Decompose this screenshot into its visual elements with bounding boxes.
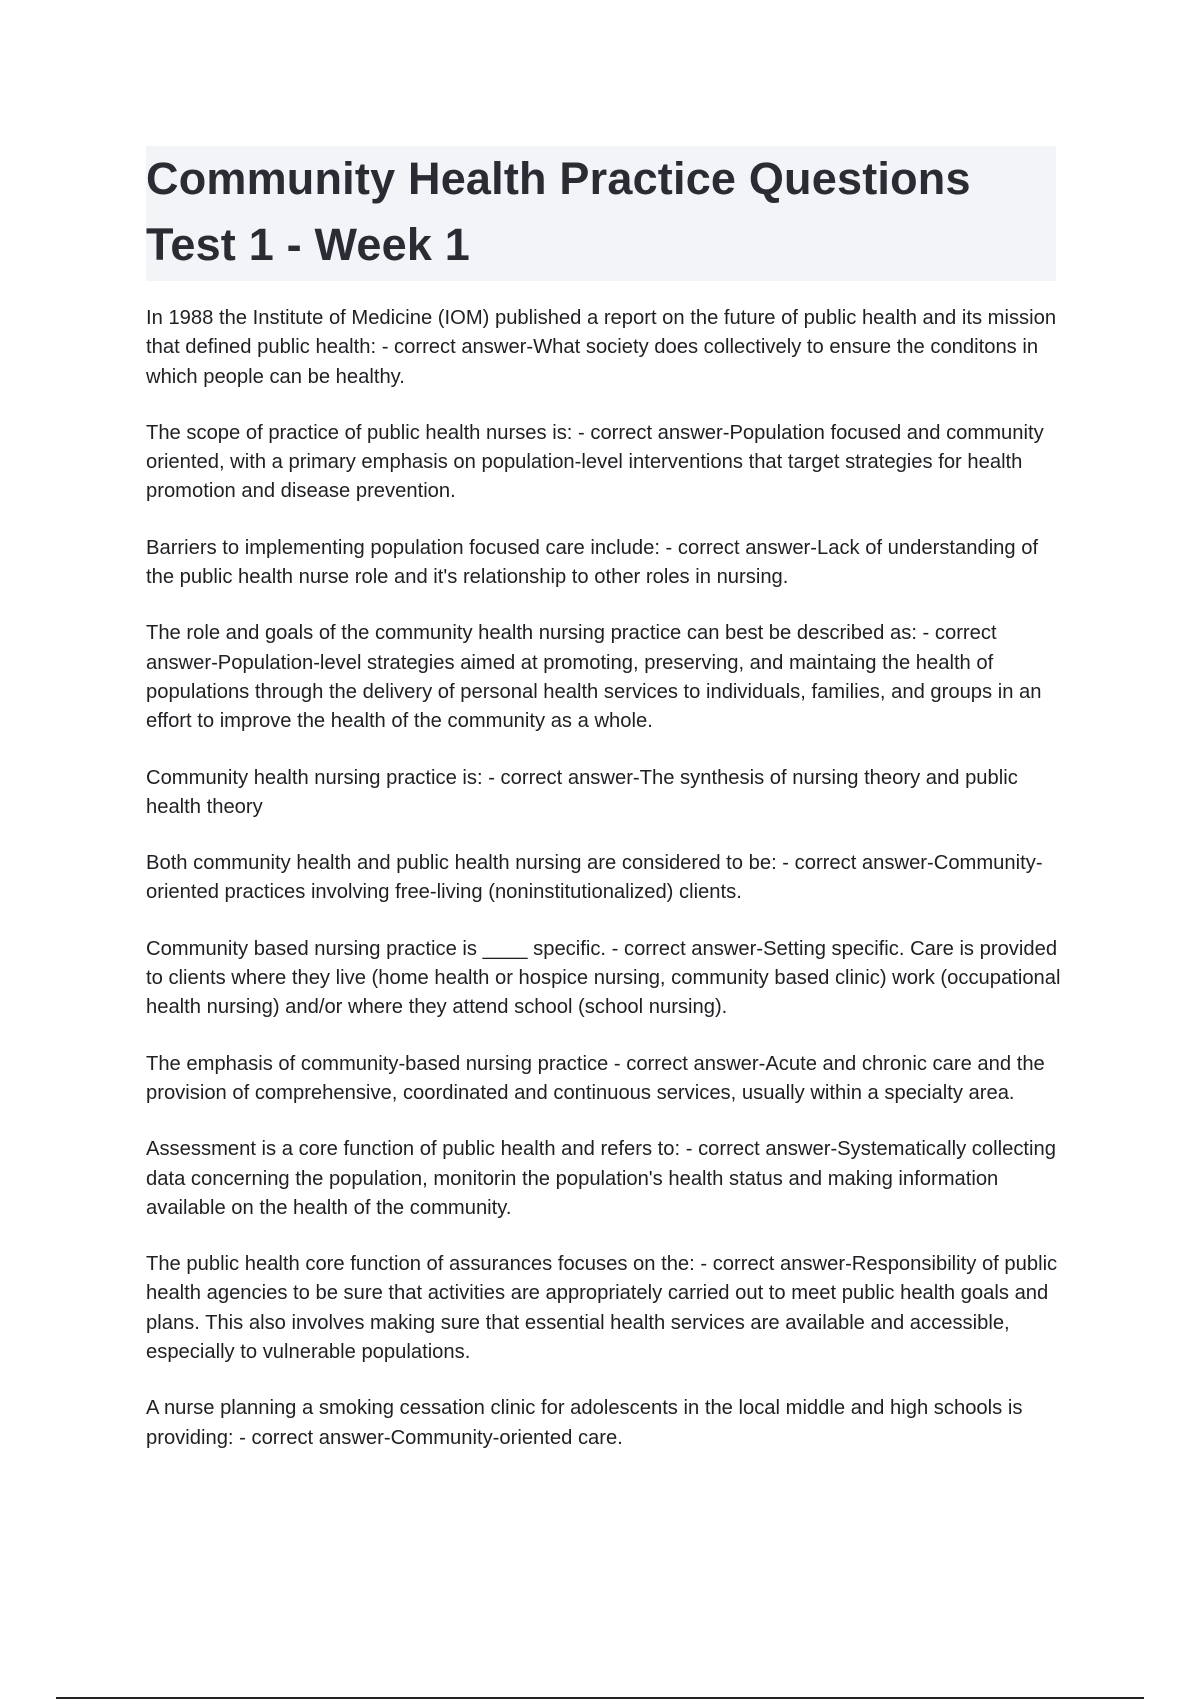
question-item: The public health core function of assurances focuses on the: - correct answer-Responsibility of public health agencies to be sure that activities are appropriately carried out to meet public health goals and plans. This also involves making sure that essential health services are available and accessible, especially to vulnerable populations.: [146, 1253, 1058, 1364]
question-item: Community health nursing practice is: - correct answer-The synthesis of nursing theory and public health theory: [146, 766, 1018, 818]
question-item: Both community health and public health nursing are considered to be: - correct answer-Community-oriented practices involving free-living (noninstitutionalized) clients.: [146, 852, 1043, 904]
page-title: Community Health Practice Questions Test 1 - Week 1: [146, 153, 971, 270]
question-item: Barriers to implementing population focused care include: - correct answer-Lack of understanding of the public health nurse role and it's relationship to other roles in nursing.: [146, 536, 1039, 589]
question-item: Community based nursing practice is ____ specific. - correct answer-Setting specific. Care is provided to clients where they live (home health or hospice nursing, community based clinic) work (occupational health nursing) and/or where they attend school (school nursing).: [146, 937, 1061, 1019]
question-item: The emphasis of community-based nursing practice - correct answer-Acute and chronic care and the provision of comprehensive, coordinated and continuous services, usually within a specialty area.: [146, 1052, 1045, 1104]
question-item: In 1988 the Institute of Medicine (IOM) published a report on the future of public health and its mission that defined public health: - correct answer-What society does collectively to ensure the conditons in which people can be healthy.: [146, 307, 1057, 388]
question-item: A nurse planning a smoking cessation clinic for adolescents in the local middle and high schools is providing: - correct answer-Community-oriented care.: [146, 1397, 1023, 1449]
title-block: [146, 146, 1056, 281]
footer-divider: [56, 1697, 1144, 1699]
question-list: [146, 304, 1066, 1480]
question-item: The role and goals of the community health nursing practice can best be described as: - correct answer-Population-level strategies aimed at promoting, preserving, and maintaing the health of populations through the delivery of personal health services to individuals, families, and groups in an effort to improve the health of the community as a whole.: [146, 622, 1042, 733]
question-item: Assessment is a core function of public health and refers to: - correct answer-Systematically collecting data concerning the population, monitorin the population's health status and making information available on the health of the community.: [146, 1138, 1056, 1219]
question-item: The scope of practice of public health nurses is: - correct answer-Population focused and community oriented, with a primary emphasis on population-level interventions that target strategies for health promotion and disease prevention.: [146, 421, 1044, 503]
